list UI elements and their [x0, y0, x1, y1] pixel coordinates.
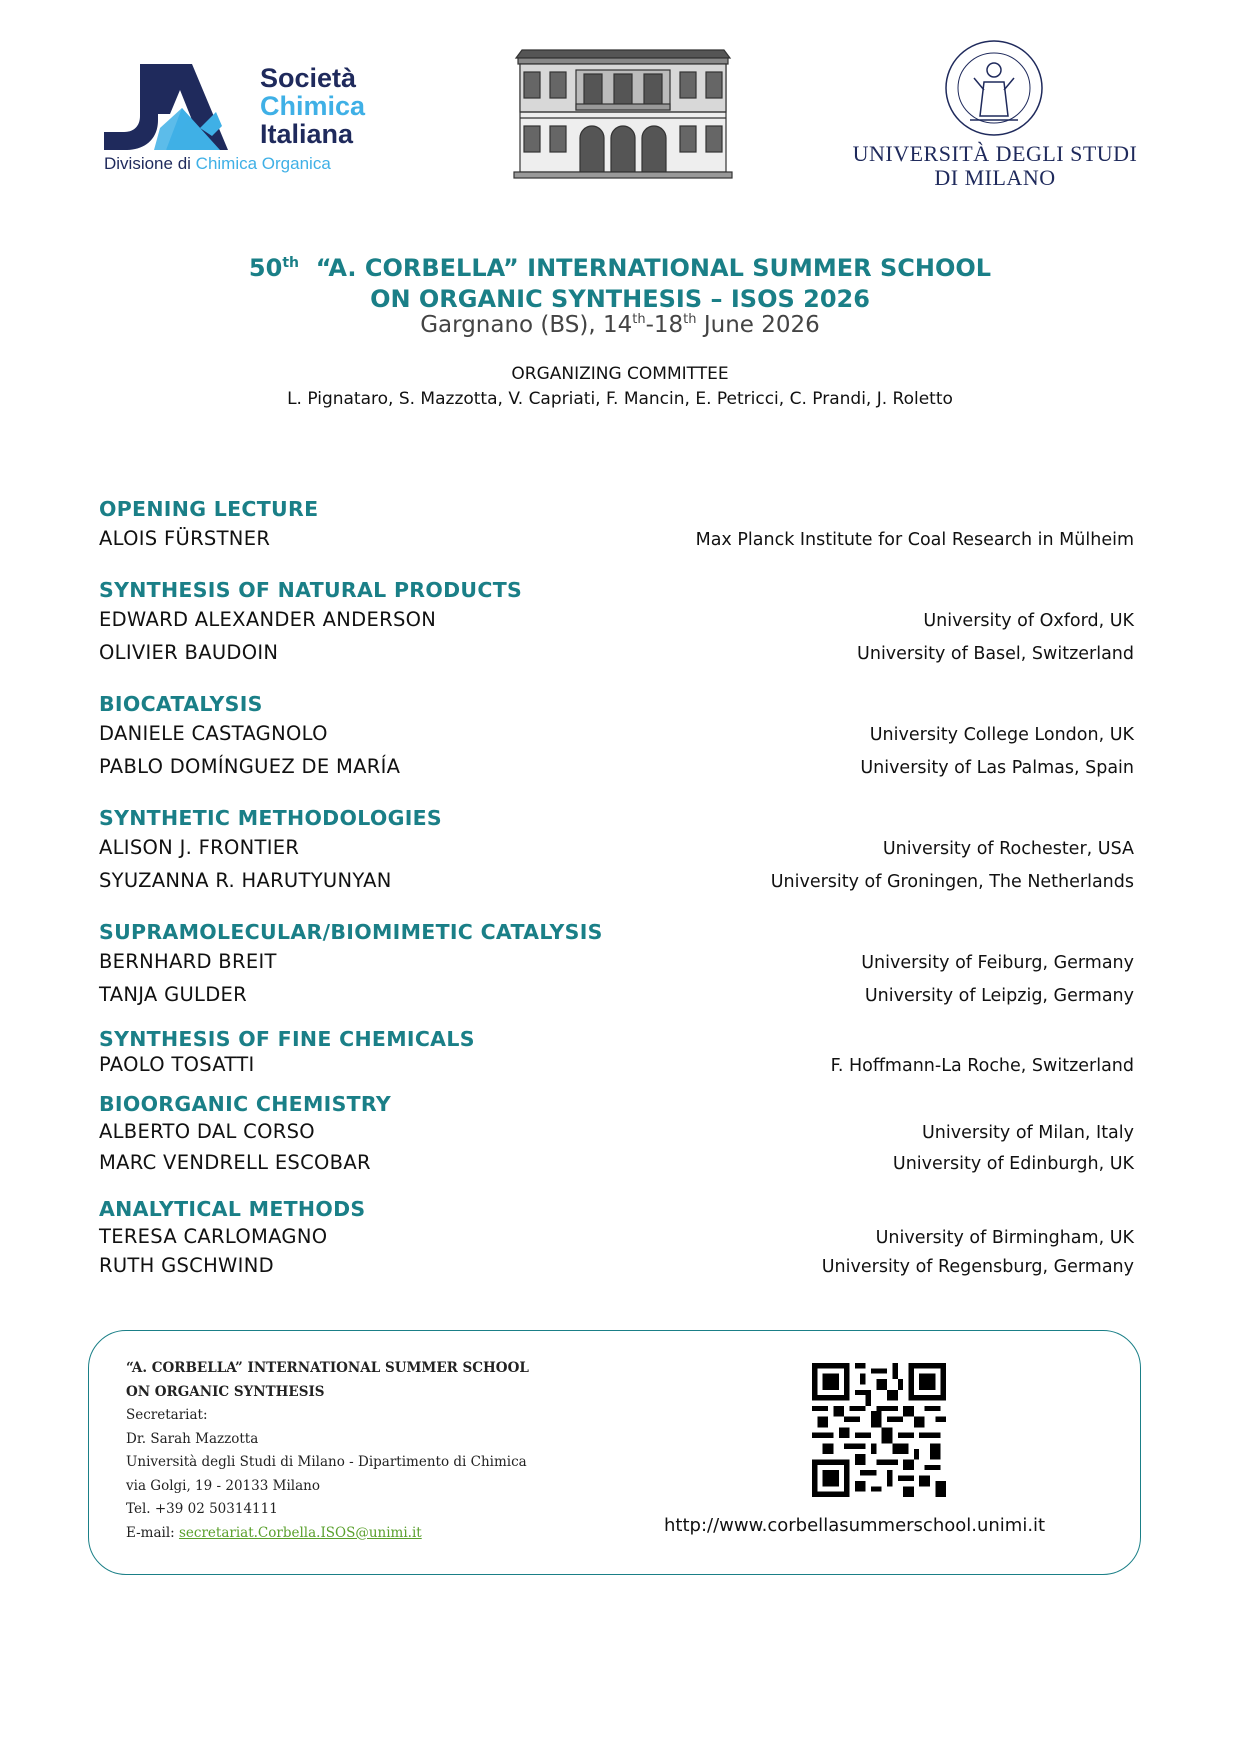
- speaker-row: [99, 523, 1134, 556]
- speaker-row: [99, 946, 1134, 979]
- committee-heading: ORGANIZING COMMITTEE: [511, 364, 729, 384]
- section-title: BIOCATALYSIS: [99, 692, 263, 716]
- speaker-row: [99, 979, 1134, 1012]
- section-supramolecular: [99, 918, 1134, 1012]
- speaker-name: PAOLO TOSATTI: [99, 1053, 255, 1076]
- section-title: SYNTHESIS OF FINE CHEMICALS: [99, 1027, 475, 1051]
- secretariat-label: Secretariat:: [126, 1407, 208, 1423]
- section-title: BIOORGANIC CHEMISTRY: [99, 1092, 392, 1116]
- title-ordinal: 50: [248, 254, 283, 282]
- unimi-name: [840, 142, 1150, 190]
- speaker-row: [99, 832, 1134, 865]
- section-title: ANALYTICAL METHODS: [99, 1197, 366, 1221]
- title-line1-text: “A. CORBELLA” INTERNATIONAL SUMMER SCHOOL: [315, 254, 992, 282]
- speaker-row: [99, 1052, 1134, 1079]
- speaker-affiliation: University of Rochester, USA: [882, 839, 1134, 859]
- speaker-affiliation: Max Planck Institute for Coal Research in Mülheim: [695, 530, 1134, 550]
- villa-building-icon: [510, 48, 736, 180]
- speaker-name: TANJA GULDER: [99, 983, 248, 1006]
- speaker-name: PABLO DOMÍNGUEZ DE MARÍA: [99, 755, 401, 778]
- speaker-name: ALOIS FÜRSTNER: [99, 527, 271, 550]
- sci-logo: [100, 58, 390, 178]
- speaker-affiliation: F. Hoffmann-La Roche, Switzerland: [830, 1056, 1134, 1076]
- program-list: [99, 495, 1134, 1281]
- section-opening-lecture: [99, 495, 1134, 556]
- school-name-line2: ON ORGANIC SYNTHESIS: [126, 1383, 325, 1400]
- date-mid: -18: [645, 312, 684, 338]
- sci-logo-mark: [100, 58, 260, 154]
- address: via Golgi, 19 - 20133 Milano: [126, 1477, 320, 1494]
- contact-box: [88, 1330, 1141, 1575]
- sci-word-italiana: Italiana: [260, 119, 354, 149]
- sci-word-chimica: Chimica: [260, 91, 366, 121]
- unimi-logo: [840, 38, 1150, 188]
- unimi-seal-icon: [940, 38, 1048, 138]
- speaker-name: RUTH GSCHWIND: [99, 1254, 274, 1277]
- department: Università degli Studi di Milano - Dipartimento di Chimica: [126, 1454, 527, 1470]
- speaker-affiliation: University of Groningen, The Netherlands: [770, 872, 1134, 892]
- event-place: Gargnano (BS), 14: [420, 312, 633, 338]
- speaker-row: [99, 637, 1134, 670]
- unimi-name-line1: UNIVERSITÀ DEGLI STUDI: [852, 141, 1138, 166]
- contact-name: Dr. Sarah Mazzotta: [126, 1430, 259, 1447]
- speaker-row: [99, 865, 1134, 898]
- speaker-name: EDWARD ALEXANDER ANDERSON: [99, 608, 437, 631]
- phone: Tel. +39 02 50314111: [126, 1501, 278, 1517]
- sci-logo-words: [260, 64, 365, 148]
- speaker-affiliation: University of Oxford, UK: [923, 611, 1134, 631]
- speaker-row: [99, 1223, 1134, 1252]
- date-sup-1: th: [632, 312, 646, 327]
- title-line-1: [0, 248, 1240, 284]
- speaker-row: [99, 751, 1134, 784]
- speaker-affiliation: University of Basel, Switzerland: [857, 644, 1134, 664]
- speaker-row: [99, 1117, 1134, 1148]
- speaker-name: SYUZANNA R. HARUTYUNYAN: [99, 869, 392, 892]
- section-biocatalysis: [99, 690, 1134, 784]
- sci-division: [104, 154, 331, 174]
- speaker-row: [99, 1148, 1134, 1179]
- organizing-committee: [0, 362, 1240, 412]
- speaker-name: BERNHARD BREIT: [99, 950, 277, 973]
- section-bioorganic: [99, 1091, 1134, 1179]
- section-title: SYNTHESIS OF NATURAL PRODUCTS: [99, 578, 523, 602]
- speaker-row: [99, 1252, 1134, 1281]
- email-line: [126, 1522, 529, 1546]
- speaker-affiliation: University College London, UK: [869, 725, 1134, 745]
- speaker-affiliation: University of Birmingham, UK: [875, 1228, 1134, 1248]
- speaker-name: OLIVIER BAUDOIN: [99, 641, 279, 664]
- speaker-name: ALISON J. FRONTIER: [99, 836, 300, 859]
- event-place-date: [0, 312, 1240, 338]
- speaker-name: TERESA CARLOMAGNO: [99, 1225, 328, 1248]
- speaker-row: [99, 604, 1134, 637]
- qr-code-icon[interactable]: [812, 1363, 946, 1497]
- section-title: SUPRAMOLECULAR/BIOMIMETIC CATALYSIS: [99, 920, 603, 944]
- school-name-line1: “A. CORBELLA” INTERNATIONAL SUMMER SCHOOL: [126, 1360, 529, 1376]
- secretariat-info: [126, 1357, 529, 1545]
- section-synthetic-methodologies: [99, 804, 1134, 898]
- date-end: June 2026: [703, 312, 820, 338]
- section-analytical-methods: [99, 1195, 1134, 1281]
- sci-division-highlight: Chimica Organica: [195, 154, 331, 173]
- title-ordinal-suffix: th: [282, 255, 299, 271]
- speaker-affiliation: University of Las Palmas, Spain: [860, 758, 1134, 778]
- sci-division-prefix: Divisione di: [104, 154, 191, 173]
- section-title: SYNTHETIC METHODOLOGIES: [99, 806, 442, 830]
- speaker-name: DANIELE CASTAGNOLO: [99, 722, 328, 745]
- website-link[interactable]: http://www.corbellasummerschool.unimi.it: [664, 1515, 1046, 1536]
- email-link[interactable]: secretariat.Corbella.ISOS@unimi.it: [179, 1524, 422, 1541]
- committee-members: L. Pignataro, S. Mazzotta, V. Capriati, F. Mancin, E. Petricci, C. Prandi, J. Roletto: [287, 389, 953, 409]
- speaker-affiliation: University of Regensburg, Germany: [821, 1257, 1134, 1277]
- speaker-name: ALBERTO DAL CORSO: [99, 1120, 315, 1143]
- email-label: E-mail:: [126, 1524, 175, 1541]
- date-sup-2: th: [683, 312, 697, 327]
- section-fine-chemicals: [99, 1026, 1134, 1079]
- speaker-row: [99, 718, 1134, 751]
- speaker-affiliation: University of Leipzig, Germany: [864, 986, 1134, 1006]
- unimi-name-line2: DI MILANO: [934, 165, 1056, 190]
- speaker-affiliation: University of Edinburgh, UK: [892, 1154, 1134, 1174]
- title-line-2: ON ORGANIC SYNTHESIS – ISOS 2026: [370, 285, 870, 313]
- section-natural-products: [99, 576, 1134, 670]
- page-title: [0, 248, 1240, 315]
- section-title: OPENING LECTURE: [99, 497, 319, 521]
- sci-word-societa: Società: [260, 63, 357, 93]
- speaker-name: MARC VENDRELL ESCOBAR: [99, 1151, 371, 1174]
- speaker-affiliation: University of Milan, Italy: [922, 1123, 1134, 1143]
- speaker-affiliation: University of Feiburg, Germany: [861, 953, 1134, 973]
